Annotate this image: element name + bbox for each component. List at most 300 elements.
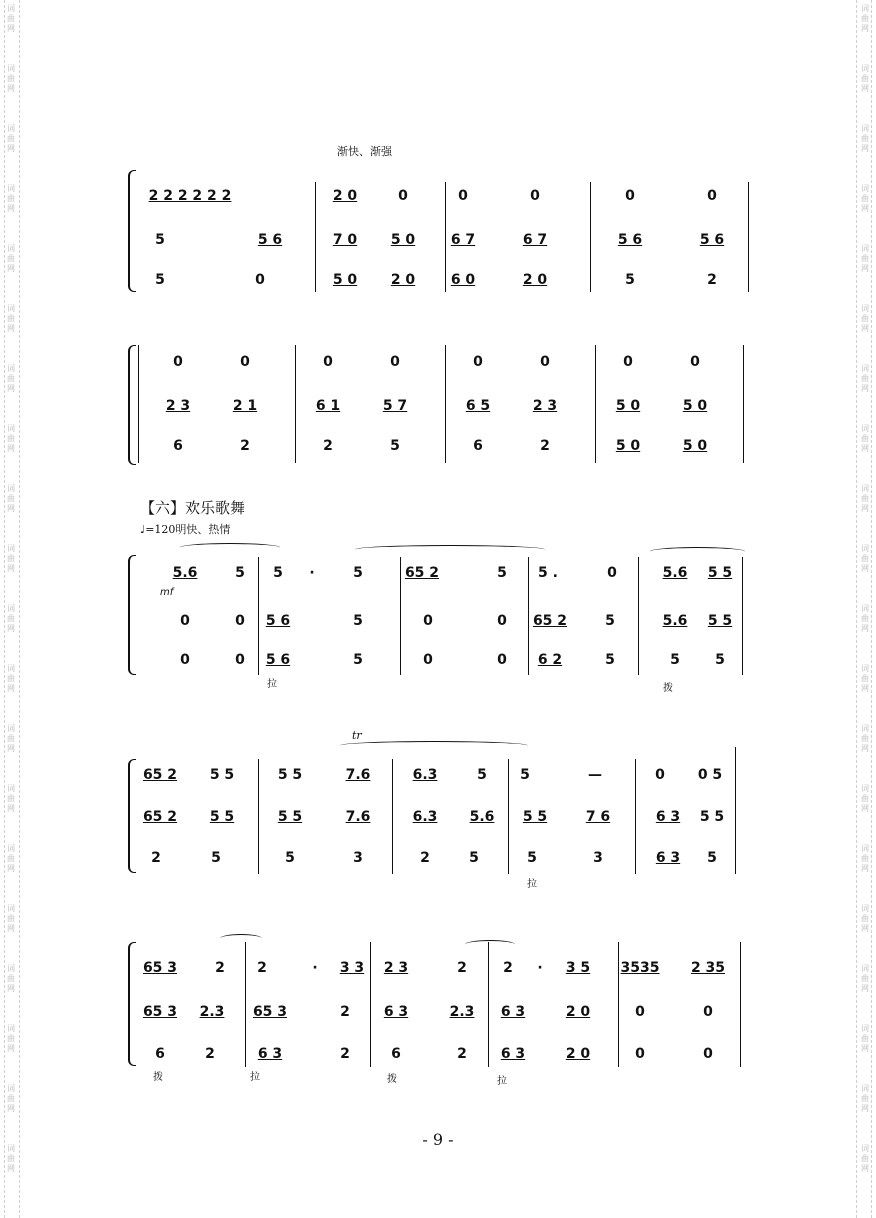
watermark-char: 曲 (7, 974, 15, 983)
watermark-char: 网 (7, 204, 15, 213)
note-group: 0 (473, 354, 483, 370)
watermark-char: 曲 (7, 434, 15, 443)
watermark-char: 词 (7, 844, 15, 853)
watermark-char: 网 (861, 204, 869, 213)
note-group: 0 (240, 354, 250, 370)
system-brace (128, 942, 136, 1066)
watermark-char: 曲 (861, 554, 869, 563)
watermark-char: 曲 (7, 614, 15, 623)
barline (595, 345, 596, 463)
watermark-char: 网 (7, 624, 15, 633)
note-group: 5 (273, 565, 283, 581)
watermark-char: 网 (7, 984, 15, 993)
watermark-char: 曲 (7, 1034, 15, 1043)
watermark-char: 曲 (7, 254, 15, 263)
note-group: 2 0 (390, 272, 416, 288)
note-group: 5 5 (699, 809, 725, 825)
section-title: 【六】欢乐歌舞 (140, 499, 246, 517)
watermark-char: 网 (861, 324, 869, 333)
watermark-char: 网 (7, 864, 15, 873)
note-group: 5 6 (617, 232, 643, 248)
watermark-char: 网 (7, 444, 15, 453)
page-number: - 9 - (422, 1130, 454, 1149)
technique-label: 拨 (663, 683, 673, 694)
watermark-char: 网 (861, 864, 869, 873)
watermark-char: 网 (7, 504, 15, 513)
watermark-char: 曲 (861, 74, 869, 83)
slur (465, 940, 515, 949)
watermark-char: 曲 (7, 314, 15, 323)
note-group: 2 0 (522, 272, 548, 288)
watermark-char: 词 (861, 1084, 869, 1093)
watermark-char: 词 (7, 364, 15, 373)
watermark-char: 网 (7, 684, 15, 693)
barline (743, 345, 744, 463)
note-group: 2 (257, 960, 267, 976)
watermark-char: 词 (861, 364, 869, 373)
watermark-char: 网 (7, 564, 15, 573)
watermark-char: 曲 (861, 914, 869, 923)
note-group: 0 (635, 1004, 645, 1020)
note-group: 5 (285, 850, 295, 866)
barline (245, 942, 246, 1067)
watermark-char: 网 (7, 924, 15, 933)
note-group: 5 0 (390, 232, 416, 248)
note-group: 5 . (538, 565, 558, 581)
barline (590, 182, 591, 292)
note-group: 2.3 (449, 1004, 475, 1020)
barline (138, 345, 139, 463)
note-group: 0 (180, 613, 190, 629)
system-brace (128, 345, 136, 465)
note-group: 0 (623, 354, 633, 370)
watermark-char: 曲 (7, 494, 15, 503)
note-group: 5 (211, 850, 221, 866)
watermark-char: 网 (7, 1044, 15, 1053)
note-group: 0 5 (697, 767, 723, 783)
watermark-char: 网 (7, 24, 15, 33)
watermark-char: 词 (861, 844, 869, 853)
score-system-3 (130, 545, 750, 695)
note-group: 5 (670, 652, 680, 668)
barline (740, 942, 741, 1067)
watermark-char: 网 (7, 804, 15, 813)
note-group: 65 3 (142, 1004, 178, 1020)
note-group: 0 (423, 613, 433, 629)
watermark-char: 网 (861, 144, 869, 153)
watermark-char: 网 (861, 1164, 869, 1173)
watermark-char: 网 (7, 1104, 15, 1113)
watermark-char: 网 (7, 1164, 15, 1173)
system-brace (128, 170, 136, 292)
note-group: 6 3 (257, 1046, 283, 1062)
note-group: 5.6 (662, 565, 688, 581)
tempo-marking: ♩=120明快、热情 (140, 523, 231, 536)
barline (618, 942, 619, 1067)
note-group: 5 (605, 652, 615, 668)
watermark-char: 词 (861, 664, 869, 673)
watermark-char: 曲 (7, 134, 15, 143)
watermark-char: 词 (861, 4, 869, 13)
watermark-char: 网 (861, 24, 869, 33)
dynamic-marking: mf (160, 587, 174, 598)
note-group: 6 (173, 438, 183, 454)
watermark-char: 曲 (861, 134, 869, 143)
technique-label: 拨 (153, 1072, 163, 1083)
note-group: 0 (180, 652, 190, 668)
barline (508, 759, 509, 874)
note-group: 6 (155, 1046, 165, 1062)
note-group: 2 2 2 2 2 2 (148, 188, 232, 204)
barline (748, 182, 749, 292)
note-group: 5 0 (615, 398, 641, 414)
watermark-char: 网 (7, 144, 15, 153)
barline (735, 747, 736, 874)
watermark-char: 词 (7, 904, 15, 913)
note-group: 6 (391, 1046, 401, 1062)
system-brace (128, 759, 136, 873)
barline (258, 557, 259, 675)
watermark-char: 网 (861, 624, 869, 633)
note-group: 2 1 (232, 398, 258, 414)
note-group: 2 (205, 1046, 215, 1062)
note-group: 5 (353, 565, 363, 581)
watermark-char: 网 (861, 564, 869, 573)
watermark-char: 网 (861, 924, 869, 933)
note-group: 65 2 (532, 613, 568, 629)
watermark-char: 网 (861, 264, 869, 273)
barline (638, 557, 639, 675)
note-group: · (312, 960, 318, 976)
note-group: 6 3 (383, 1004, 409, 1020)
note-group: 0 (255, 272, 265, 288)
note-group: 5 6 (257, 232, 283, 248)
note-group: 3 (593, 850, 603, 866)
score-system-2 (130, 340, 750, 470)
note-group: 6.3 (412, 767, 438, 783)
watermark-char: 曲 (861, 194, 869, 203)
system-brace (128, 555, 136, 675)
watermark-char: 曲 (861, 614, 869, 623)
watermark-char: 词 (7, 724, 15, 733)
watermark-char: 曲 (7, 1154, 15, 1163)
note-group: 5 5 (707, 613, 733, 629)
watermark-char: 网 (861, 384, 869, 393)
note-group: 2 (323, 438, 333, 454)
note-group: 3 5 (565, 960, 591, 976)
slur (340, 741, 528, 750)
note-group: 6 (473, 438, 483, 454)
watermark-char: 网 (861, 1044, 869, 1053)
note-group: 5 0 (682, 398, 708, 414)
note-group: 6 1 (315, 398, 341, 414)
barline (315, 182, 316, 292)
note-group: 5 (520, 767, 530, 783)
note-group: 65 2 (142, 767, 178, 783)
note-group: 3 3 (339, 960, 365, 976)
note-group: 2 (707, 272, 717, 288)
note-group: 2 (540, 438, 550, 454)
barline (742, 557, 743, 675)
score-system-4 (130, 729, 750, 895)
note-group: 6 7 (522, 232, 548, 248)
barline (635, 759, 636, 874)
note-group: 5 (155, 232, 165, 248)
score-system-1 (130, 160, 750, 300)
watermark-char: 词 (861, 964, 869, 973)
watermark-char: 词 (7, 1024, 15, 1033)
barline (258, 759, 259, 874)
watermark-char: 曲 (861, 854, 869, 863)
technique-label: 拉 (497, 1076, 507, 1087)
watermark-char: 曲 (861, 1154, 869, 1163)
watermark-char: 曲 (7, 374, 15, 383)
score-system-5 (130, 930, 750, 1090)
note-group: 5 5 (209, 767, 235, 783)
watermark-char: 网 (861, 444, 869, 453)
watermark-char: 词 (861, 1024, 869, 1033)
watermark-char: 曲 (861, 974, 869, 983)
watermark-char: 词 (861, 544, 869, 553)
barline (445, 345, 446, 463)
note-group: 2 0 (332, 188, 358, 204)
note-group: 5 5 (707, 565, 733, 581)
watermark-char: 词 (7, 484, 15, 493)
note-group: 2 0 (565, 1046, 591, 1062)
note-group: 5 (155, 272, 165, 288)
watermark-char: 词 (861, 124, 869, 133)
barline (488, 942, 489, 1067)
tempo-marking-top: 渐快、渐强 (337, 145, 392, 158)
note-group: 0 (398, 188, 408, 204)
note-group: 5 (477, 767, 487, 783)
note-group: 0 (707, 188, 717, 204)
watermark-char: 词 (7, 544, 15, 553)
note-group: 65 3 (142, 960, 178, 976)
slur (355, 545, 545, 554)
watermark-char: 曲 (861, 14, 869, 23)
note-group: 5 0 (615, 438, 641, 454)
note-group: 65 2 (404, 565, 440, 581)
watermark-char: 词 (861, 484, 869, 493)
watermark-char: 词 (7, 784, 15, 793)
note-group: 0 (497, 652, 507, 668)
note-group: 5 (469, 850, 479, 866)
watermark-char: 曲 (861, 434, 869, 443)
note-group: 0 (703, 1046, 713, 1062)
note-group: 0 (235, 613, 245, 629)
barline (295, 345, 296, 463)
note-group: 65 3 (252, 1004, 288, 1020)
watermark-char: 曲 (861, 1034, 869, 1043)
watermark-char: 曲 (861, 734, 869, 743)
note-group: 0 (323, 354, 333, 370)
watermark-char: 网 (7, 264, 15, 273)
watermark-char: 词 (861, 604, 869, 613)
watermark-char: 曲 (7, 14, 15, 23)
barline (392, 759, 393, 874)
slur (180, 543, 280, 552)
note-group: 7.6 (345, 767, 371, 783)
note-group: 3 (353, 850, 363, 866)
note-group: 5 5 (277, 809, 303, 825)
watermark-char: 网 (861, 1104, 869, 1113)
watermark-char: 网 (861, 504, 869, 513)
note-group: 0 (423, 652, 433, 668)
watermark-char: 曲 (861, 794, 869, 803)
note-group: 2 (340, 1046, 350, 1062)
note-group: 6 7 (450, 232, 476, 248)
watermark-char: 词 (861, 184, 869, 193)
technique-label: 拉 (250, 1072, 260, 1083)
note-group: 0 (173, 354, 183, 370)
note-group: 2 (151, 850, 161, 866)
slur (220, 934, 262, 943)
note-group: 2 3 (165, 398, 191, 414)
note-group: 7 6 (585, 809, 611, 825)
note-group: 0 (497, 613, 507, 629)
note-group: 0 (390, 354, 400, 370)
note-group: 5 5 (522, 809, 548, 825)
watermark-char: 词 (7, 664, 15, 673)
watermark-char: 网 (7, 384, 15, 393)
note-group: 5 (715, 652, 725, 668)
barline (528, 557, 529, 675)
note-group: 5 0 (682, 438, 708, 454)
barline (445, 182, 446, 292)
note-group: 5 6 (699, 232, 725, 248)
watermark-char: 网 (861, 684, 869, 693)
note-group: 5.6 (172, 565, 198, 581)
watermark-char: 词 (861, 904, 869, 913)
watermark-char: 词 (7, 604, 15, 613)
watermark-char: 词 (861, 424, 869, 433)
watermark-char: 词 (7, 1144, 15, 1153)
watermark-char: 网 (861, 804, 869, 813)
note-group: 65 2 (142, 809, 178, 825)
watermark-char: 词 (7, 244, 15, 253)
note-group: 5 (605, 613, 615, 629)
note-group: 2 0 (565, 1004, 591, 1020)
note-group: 6 3 (500, 1046, 526, 1062)
watermark-char: 曲 (7, 74, 15, 83)
watermark-char: 词 (861, 244, 869, 253)
technique-label: 拨 (387, 1074, 397, 1085)
note-group: 6 3 (655, 850, 681, 866)
note-group: 7 0 (332, 232, 358, 248)
watermark-char: 词 (861, 64, 869, 73)
note-group: 5 (390, 438, 400, 454)
note-group: 6 3 (500, 1004, 526, 1020)
note-group: 2 3 (383, 960, 409, 976)
watermark-char: 曲 (7, 794, 15, 803)
watermark-char: 曲 (7, 194, 15, 203)
note-group: 5 (497, 565, 507, 581)
note-group: 0 (458, 188, 468, 204)
note-group: 3535 (620, 960, 660, 976)
note-group: 5 (527, 850, 537, 866)
note-group: 0 (607, 565, 617, 581)
note-group: 2 (457, 960, 467, 976)
watermark-char: 曲 (7, 914, 15, 923)
note-group: · (309, 565, 315, 581)
watermark-char: 网 (7, 744, 15, 753)
watermark-char: 词 (7, 184, 15, 193)
watermark-char: 词 (7, 304, 15, 313)
note-group: 5 5 (209, 809, 235, 825)
note-group: 5 7 (382, 398, 408, 414)
note-group: 2 (240, 438, 250, 454)
note-group: 6 5 (465, 398, 491, 414)
note-group: 0 (625, 188, 635, 204)
watermark-char: 词 (861, 724, 869, 733)
watermark-char: 曲 (861, 1094, 869, 1103)
note-group: 5.6 (469, 809, 495, 825)
note-group: 2.3 (199, 1004, 225, 1020)
note-group: 5 0 (332, 272, 358, 288)
barline (400, 557, 401, 675)
note-group: 0 (703, 1004, 713, 1020)
note-group: 5 (707, 850, 717, 866)
watermark-char: 曲 (861, 314, 869, 323)
watermark-char: 网 (861, 84, 869, 93)
watermark-char: 曲 (861, 254, 869, 263)
note-group: — (588, 767, 602, 783)
note-group: 0 (540, 354, 550, 370)
note-group: 5.6 (662, 613, 688, 629)
trill-marking: tr (352, 729, 362, 742)
watermark-char: 曲 (7, 674, 15, 683)
watermark-char: 曲 (861, 674, 869, 683)
note-group: 5 (235, 565, 245, 581)
watermark-char: 词 (861, 784, 869, 793)
watermark-char: 曲 (861, 494, 869, 503)
slur (650, 547, 745, 556)
watermark-char: 词 (7, 424, 15, 433)
watermark-char: 词 (7, 964, 15, 973)
note-group: 2 3 (532, 398, 558, 414)
note-group: 2 (340, 1004, 350, 1020)
note-group: 5 (353, 652, 363, 668)
note-group: 7.6 (345, 809, 371, 825)
watermark-char: 网 (861, 744, 869, 753)
watermark-char: 网 (861, 984, 869, 993)
note-group: 2 (420, 850, 430, 866)
watermark-char: 网 (7, 84, 15, 93)
note-group: 5 6 (265, 613, 291, 629)
note-group: 0 (235, 652, 245, 668)
note-group: 5 (353, 613, 363, 629)
watermark-char: 曲 (7, 854, 15, 863)
watermark-char: 词 (7, 124, 15, 133)
note-group: 0 (635, 1046, 645, 1062)
watermark-char: 网 (7, 324, 15, 333)
watermark-char: 曲 (861, 374, 869, 383)
watermark-char: 词 (7, 4, 15, 13)
note-group: · (537, 960, 543, 976)
note-group: 2 35 (690, 960, 726, 976)
note-group: 6.3 (412, 809, 438, 825)
watermark-char: 词 (7, 1084, 15, 1093)
watermark-char: 曲 (7, 1094, 15, 1103)
note-group: 5 6 (265, 652, 291, 668)
note-group: 5 (625, 272, 635, 288)
watermark-char: 曲 (7, 554, 15, 563)
note-group: 6 2 (537, 652, 563, 668)
watermark-char: 词 (861, 304, 869, 313)
technique-label: 拉 (527, 879, 537, 890)
note-group: 6 3 (655, 809, 681, 825)
